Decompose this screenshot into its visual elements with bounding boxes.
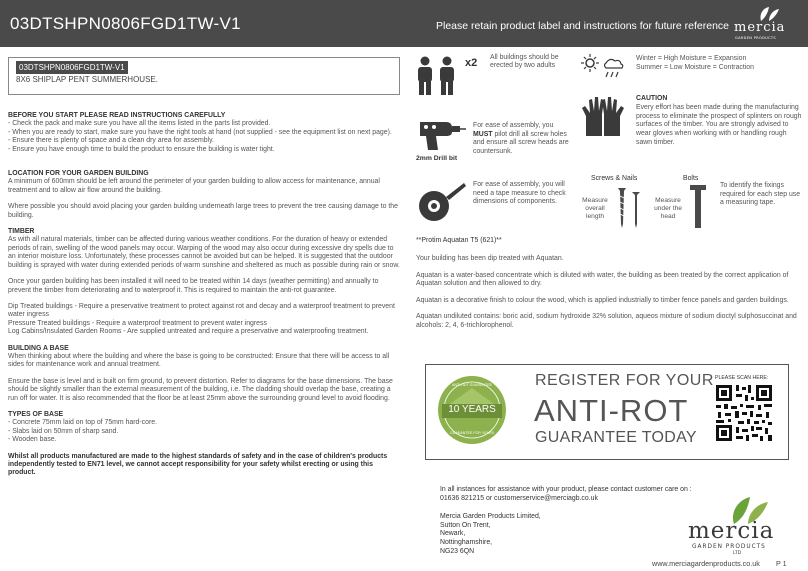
bolts-label: Bolts	[683, 175, 699, 182]
base-p2: Ensure the base is level and is built on firm ground, to prevent distortion. Refer to diagrams for the base dimensions. The base should be slightly smaller than the external measurement of the building, i.e. The cladding should overlap the base, creating a run off for water. It is also recommended that the floor be at least 25mm above the surrounding ground level to avoid flooding.	[8, 377, 393, 402]
header-bar	[0, 0, 808, 47]
base-heading: BUILDING A BASE	[8, 344, 69, 352]
location-p2: Where possible you should avoid placing your garden building underneath large trees to prevent the tree causing damage to the building.	[8, 203, 398, 219]
before-line: - When you are ready to start, make sure you have the right tools at hand (not supplied - see the equipment list on next page).	[8, 128, 392, 136]
drill-label: 2mm Drill bit	[416, 155, 458, 162]
gloves-icon	[580, 94, 626, 138]
drill-text-pre: For ease of assembly, you	[473, 122, 554, 129]
drill-icon	[416, 118, 466, 152]
treatment-line: Pressure Treated buildings - Require a waterproof treatment to prevent water ingress	[8, 319, 267, 327]
footer-logo-ltd: LTD	[733, 551, 742, 556]
location-heading: LOCATION FOR YOUR GARDEN BUILDING	[8, 170, 149, 178]
base-p1: When thinking about where the building and where the base is going to be constructed: Ensure that there will be access to all sides for maintenance work and annual treatment.	[8, 352, 390, 369]
scan-label: PLEASE SCAN HERE:	[715, 375, 769, 381]
badge-top-text: ANTI-RUT GUARANTEE	[451, 383, 493, 387]
badge-years: 10 YEARS	[448, 404, 496, 415]
treatment-line: Log Cabins/Insulated Garden Rooms - Are supplied untreated and require a preservative and waterproofing treatment.	[8, 328, 369, 336]
measure-length-text: Measure overall length	[582, 197, 608, 220]
timber-p1: As with all natural materials, timber can be affected during various weather conditions. For the duration of heavy or extended periods of rain, swelling of the wood panels may occur. Warping of the wood may also occur during excessive dry spells due to an interior moisture loss. Unfortunately, these processes cannot be avoided but can be helped. It is suggested that the outdoor building is sprayed with water during extended periods of warm sunshine and sheltered as much as possible during rain or snow.	[8, 236, 400, 269]
caution-block	[636, 95, 804, 148]
before-list	[8, 120, 400, 154]
weather-text	[636, 54, 754, 72]
register-line2: ANTI-ROT	[534, 393, 689, 428]
left-column	[8, 57, 400, 486]
contact-phone-email: 01636 821215 or customerservice@merciagb.co.uk	[440, 494, 598, 502]
title-code: 03DTSHPN0806FGD1TW-V1	[16, 61, 128, 74]
address-line: Sutton On Trent,	[440, 521, 491, 529]
badge-bottom-text: GUARANTEE FOR YEARS	[449, 431, 495, 435]
address-line: Nottinghamshire,	[440, 538, 493, 546]
identify-text: To identify the fixings required for each step use a measuring tape.	[720, 182, 801, 207]
tape-text: For ease of assembly, you will need a tape measure to check dimensions of components.	[473, 181, 566, 206]
standards-text: Whilst all products manufactured are made to the highest standards of safety and in the case of children's products independently tested to EN71 level, we cannot accept responsibility for your safety whilst erecting or using this product.	[8, 452, 388, 477]
contact-intro: In all instances for assistance with your product, please contact customer care on :	[440, 486, 692, 493]
product-name: 8X6 SHIPLAP PENT SUMMERHOUSE.	[16, 75, 158, 84]
address-line: Newark,	[440, 530, 466, 538]
header-logo-sub: GARDEN PRODUCTS	[735, 36, 776, 40]
drill-text	[473, 122, 573, 156]
tape-measure-icon	[416, 180, 466, 224]
before-line: - Check the pack and make sure you have all the items listed in the parts list provided.	[8, 120, 271, 128]
before-heading: BEFORE YOU START PLEASE READ INSTRUCTIONS CAREFULLY	[8, 112, 226, 119]
two-adults-icon	[414, 56, 464, 96]
product-code: 03DTSHPN0806FGD1TW-V1	[10, 14, 241, 33]
website-link[interactable]: www.merciagardenproducts.co.uk	[652, 559, 760, 568]
retain-notice: Please retain product label and instructions for future reference	[436, 20, 730, 32]
protim-block	[416, 255, 801, 331]
contact-block	[440, 486, 692, 556]
weather-icon	[580, 53, 626, 83]
qr-code-icon[interactable]	[716, 385, 772, 441]
footer-logo-sub: GARDEN PRODUCTS	[692, 544, 766, 550]
bolt-icon	[688, 183, 708, 229]
header-logo	[729, 8, 803, 42]
weather-line-1: Winter = High Moisture = Expansion	[636, 55, 747, 62]
timber-p2: Once your garden building has been installed it will need to be treated within 14 days (weather permitting) and annually to prevent the timber from deteriorating and to waterproof it. This is required to maintain the anti-rot guarantee.	[8, 278, 379, 294]
treatment-list	[8, 303, 400, 337]
before-line: - Ensure there is plenty of space and a clean dry area for assembly.	[8, 137, 214, 145]
footer-logo-word: mercia	[688, 518, 775, 544]
measure-head-text: Measure under the head	[654, 197, 682, 220]
protim-heading: **Protim Aquatan T5 (621)**	[416, 237, 502, 244]
two-adults-count: x2	[465, 57, 478, 69]
types-heading: TYPES OF BASE	[8, 410, 64, 418]
screws-icon	[613, 186, 643, 230]
before-line: - Ensure you have enough time to build the product to ensure the building is water tight.	[8, 145, 275, 153]
footer-logo	[688, 496, 788, 554]
caution-text: Every effort has been made during the manufacturing process to eliminate the prospect of splinters on rough surfaces of the timber. You are strongly advised to wear gloves when working with or handling rough sawn timber.	[636, 103, 802, 146]
header-logo-word: mercia	[734, 20, 786, 35]
address-line: Mercia Garden Products Limited,	[440, 513, 541, 521]
types-line: - Concrete 75mm laid on top of 75mm hard-core.	[8, 419, 157, 427]
location-p1: A minimum of 600mm should be left around the perimeter of your garden building to allow access for maintenance, annual treatment and to allow air flow around the building.	[8, 178, 380, 194]
drill-text-post: pilot drill all screw holes and ensure all screw heads are countersunk.	[473, 130, 569, 155]
types-list	[8, 419, 400, 444]
address-line: NG23 6QN	[440, 547, 475, 555]
types-line: - Slabs laid on 50mm of sharp sand.	[8, 427, 119, 435]
register-line3: GUARANTEE TODAY	[535, 429, 697, 446]
protim-p2: Aquatan is a water-based concentrate which is diluted with water, the building as been treated by the correct application of Aquatan solution and then allowed to dry.	[416, 271, 789, 288]
timber-heading: TIMBER	[8, 228, 35, 236]
treatment-line: Dip Treated buildings - Require a preservative treatment to protect against rot and decay and a waterproof treatment to prevent water ingress	[8, 302, 395, 319]
page-number: P 1	[776, 559, 787, 568]
title-box	[8, 57, 400, 95]
protim-p1: Your building has been dip treated with Aquatan.	[416, 255, 564, 262]
caution-heading: CAUTION	[636, 95, 668, 102]
register-line1: REGISTER FOR YOUR	[535, 372, 714, 389]
two-adults-text: All buildings should be erected by two adults	[490, 54, 559, 70]
drill-text-bold: MUST	[473, 130, 493, 138]
protim-p3: Aquatan is a decorative finish to colour the wood, which is applied industrially to timber fence panels and garden buildings.	[416, 296, 789, 304]
protim-p4: Aquatan undiluted contains: boric acid, sodium hydroxide 32% solution, aqueos mixture of sodium dioctyl sulphosuccinat and alcohols: 2, 4, 6-trichlorophenol.	[416, 313, 797, 329]
screws-label: Screws & Nails	[591, 175, 638, 182]
weather-line-2: Summer = Low Moisture = Contraction	[636, 64, 754, 71]
types-line: - Wooden base.	[8, 436, 57, 444]
